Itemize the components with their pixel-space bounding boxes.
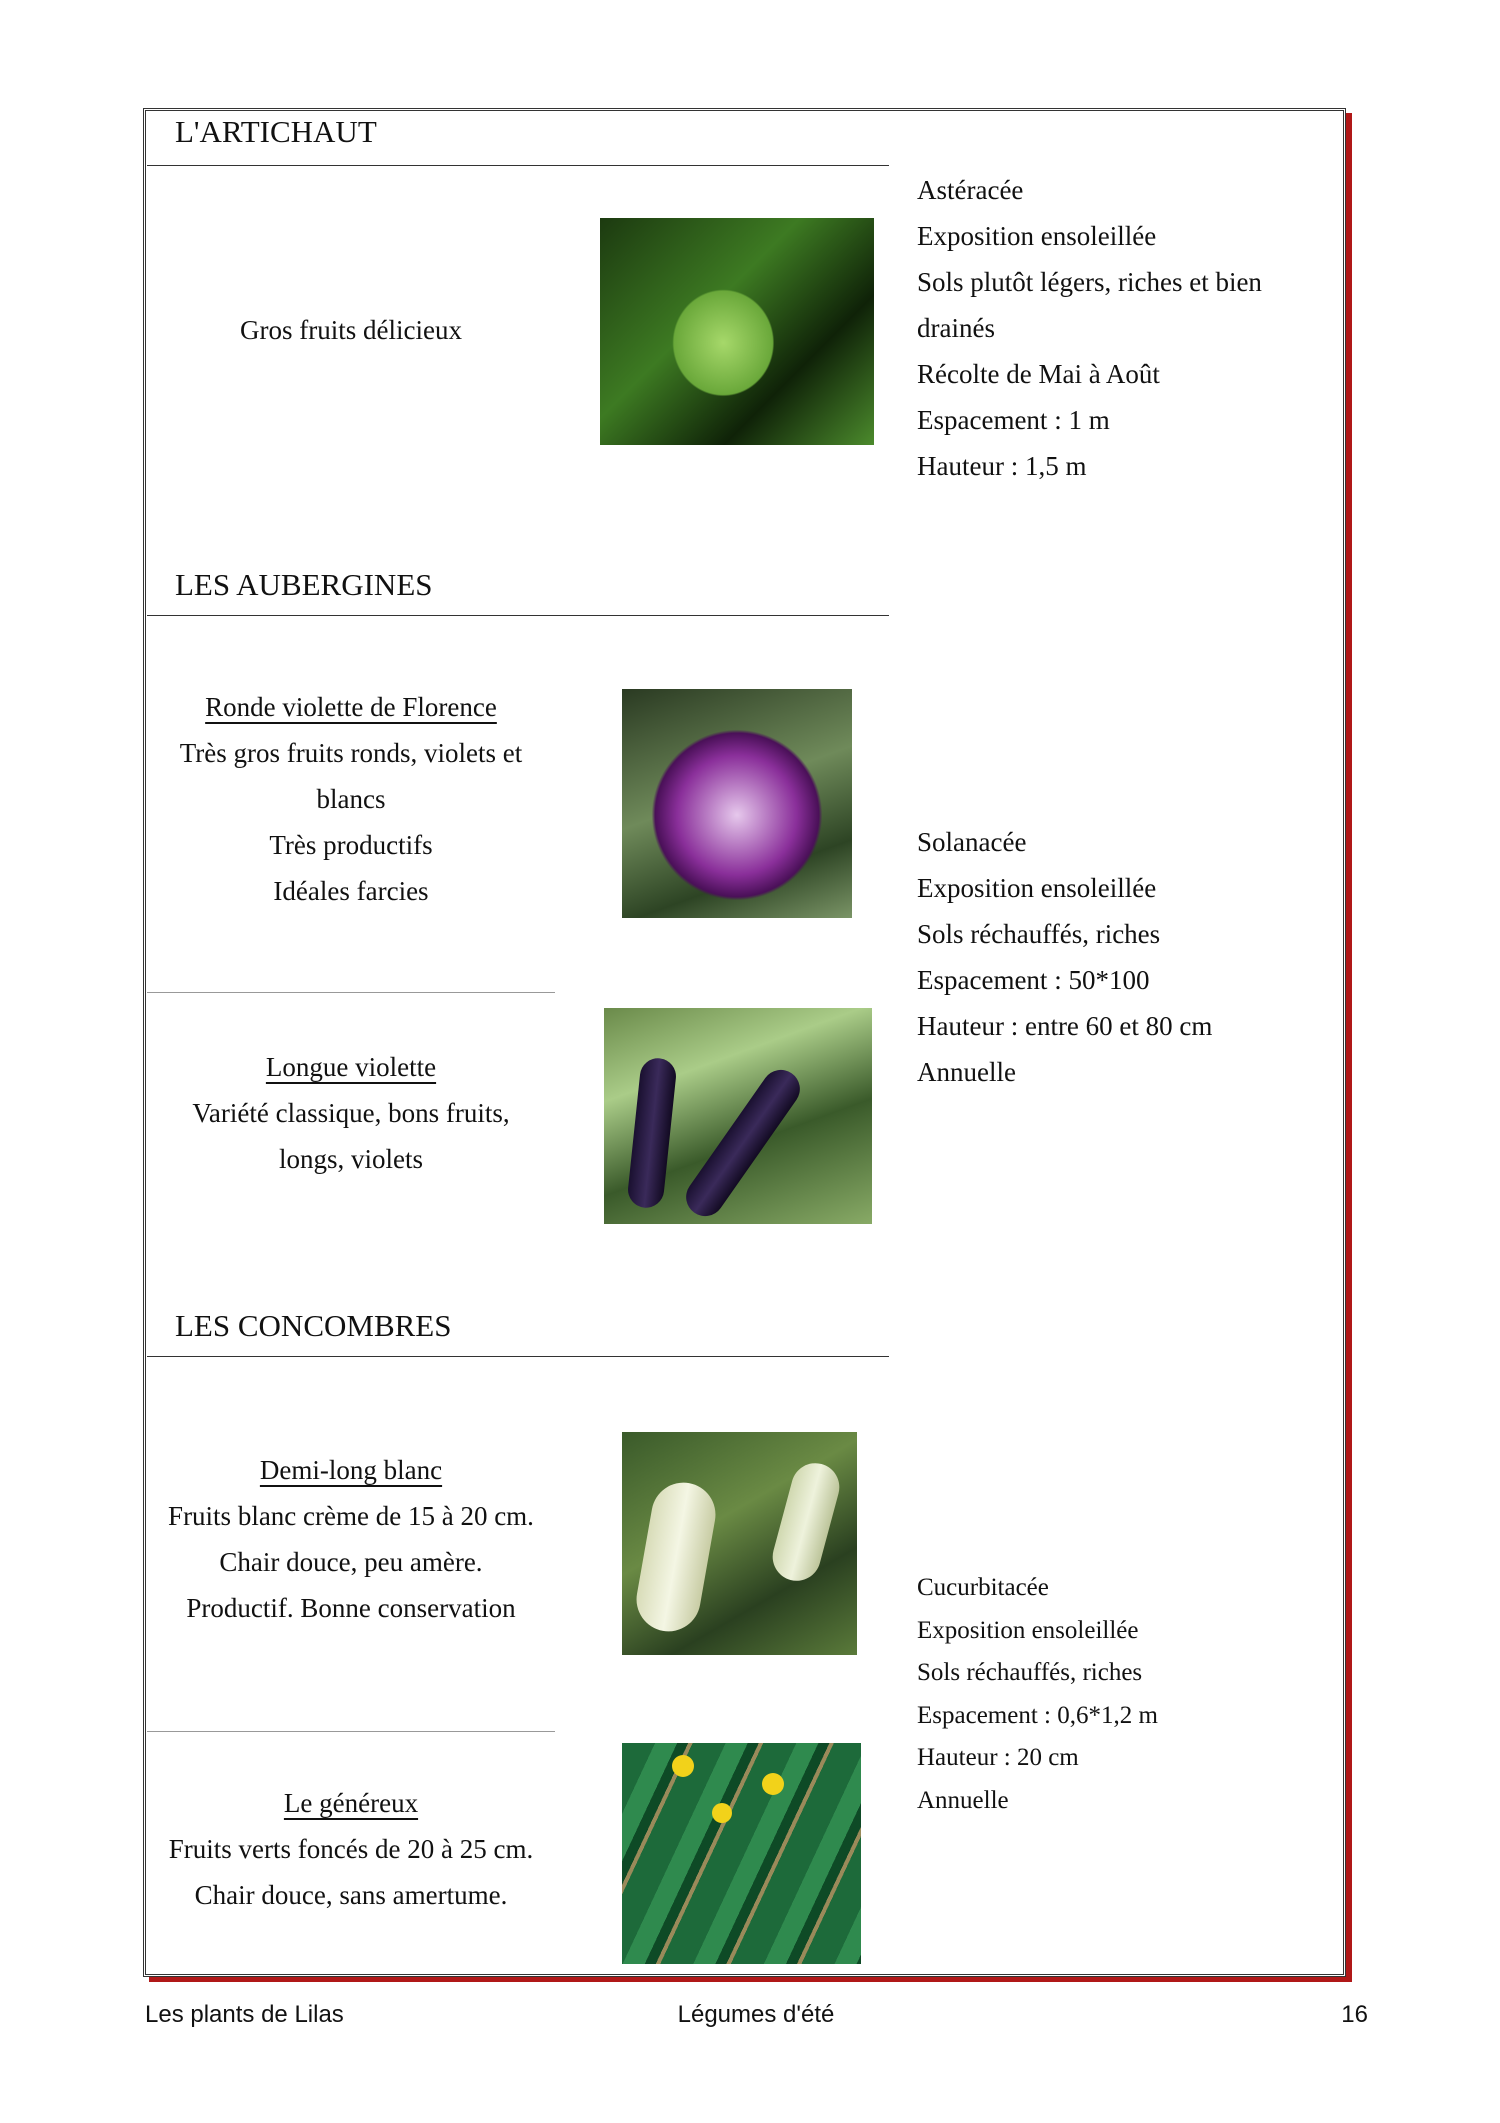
info-exposure: Exposition ensoleillée bbox=[917, 873, 1157, 903]
description-line: Très gros fruits ronds, violets et bbox=[179, 738, 523, 768]
aubergine-info bbox=[917, 819, 1212, 1095]
info-spacing: Espacement : 1 m bbox=[917, 405, 1110, 435]
footer-title: Légumes d'été bbox=[677, 2001, 835, 2028]
info-height: Hauteur : 1,5 m bbox=[917, 451, 1087, 481]
long-eggplant-photo bbox=[604, 1008, 872, 1224]
variety-name: Longue violette bbox=[265, 1052, 437, 1082]
white-cucumber-photo bbox=[622, 1432, 857, 1655]
variety-description bbox=[147, 307, 555, 353]
info-height: Hauteur : entre 60 et 80 cm bbox=[917, 1011, 1213, 1041]
info-cycle: Annuelle bbox=[917, 1786, 1009, 1814]
footer-publisher: Les plants de Lilas bbox=[145, 2001, 344, 2028]
info-soil: Sols réchauffés, riches bbox=[917, 919, 1161, 949]
section-divider bbox=[147, 165, 889, 166]
variety-demi-long-blanc bbox=[147, 1447, 555, 1631]
section-title-concombres: LES CONCOMBRES bbox=[175, 1308, 452, 1343]
variety-name: Ronde violette de Florence bbox=[205, 692, 497, 722]
green-cucumber-photo bbox=[622, 1743, 861, 1964]
info-family: Solanacée bbox=[917, 827, 1027, 857]
info-height: Hauteur : 20 cm bbox=[917, 1744, 1079, 1771]
info-exposure: Exposition ensoleillée bbox=[917, 1616, 1139, 1644]
variety-name: Demi-long blanc bbox=[259, 1455, 443, 1485]
description-line: Productif. Bonne conservation bbox=[186, 1593, 516, 1623]
info-spacing: Espacement : 0,6*1,2 m bbox=[917, 1701, 1158, 1729]
description-line: Variété classique, bons fruits, bbox=[192, 1098, 510, 1128]
artichoke-info bbox=[917, 167, 1262, 489]
round-eggplant-photo bbox=[622, 689, 852, 918]
description-line: Idéales farcies bbox=[273, 876, 429, 906]
cucumber-info bbox=[917, 1567, 1158, 1822]
description-line: blancs bbox=[316, 784, 386, 814]
section-title-aubergines: LES AUBERGINES bbox=[175, 567, 433, 602]
info-family: Cucurbitacée bbox=[917, 1574, 1049, 1601]
artichoke-photo bbox=[600, 218, 874, 445]
info-exposure: Exposition ensoleillée bbox=[917, 221, 1157, 251]
description-line: Gros fruits délicieux bbox=[240, 315, 462, 345]
page-number: 16 bbox=[1341, 2001, 1368, 2028]
description-line: Fruits verts foncés de 20 à 25 cm. bbox=[168, 1834, 534, 1864]
info-soil: Sols plutôt légers, riches et bien bbox=[917, 267, 1262, 297]
variety-name: Le généreux bbox=[283, 1788, 419, 1818]
description-line: Chair douce, sans amertume. bbox=[194, 1880, 508, 1910]
description-line: Fruits blanc crème de 15 à 20 cm. bbox=[168, 1501, 534, 1531]
variety-le-genereux bbox=[147, 1780, 555, 1918]
description-line: Très productifs bbox=[269, 830, 433, 860]
info-soil-cont: drainés bbox=[917, 313, 995, 343]
description-line: longs, violets bbox=[278, 1144, 423, 1174]
info-harvest: Récolte de Mai à Août bbox=[917, 359, 1160, 389]
section-title-artichaut: L'ARTICHAUT bbox=[175, 114, 377, 149]
variety-divider bbox=[147, 1731, 555, 1732]
section-divider bbox=[147, 1356, 889, 1357]
description-line: Chair douce, peu amère. bbox=[219, 1547, 483, 1577]
variety-ronde-violette bbox=[147, 684, 555, 914]
section-divider bbox=[147, 615, 889, 616]
info-family: Astéracée bbox=[917, 175, 1024, 205]
info-soil: Sols réchauffés, riches bbox=[917, 1659, 1143, 1686]
variety-divider bbox=[147, 992, 555, 993]
info-spacing: Espacement : 50*100 bbox=[917, 965, 1150, 995]
variety-longue-violette bbox=[147, 1044, 555, 1182]
info-cycle: Annuelle bbox=[917, 1057, 1016, 1087]
